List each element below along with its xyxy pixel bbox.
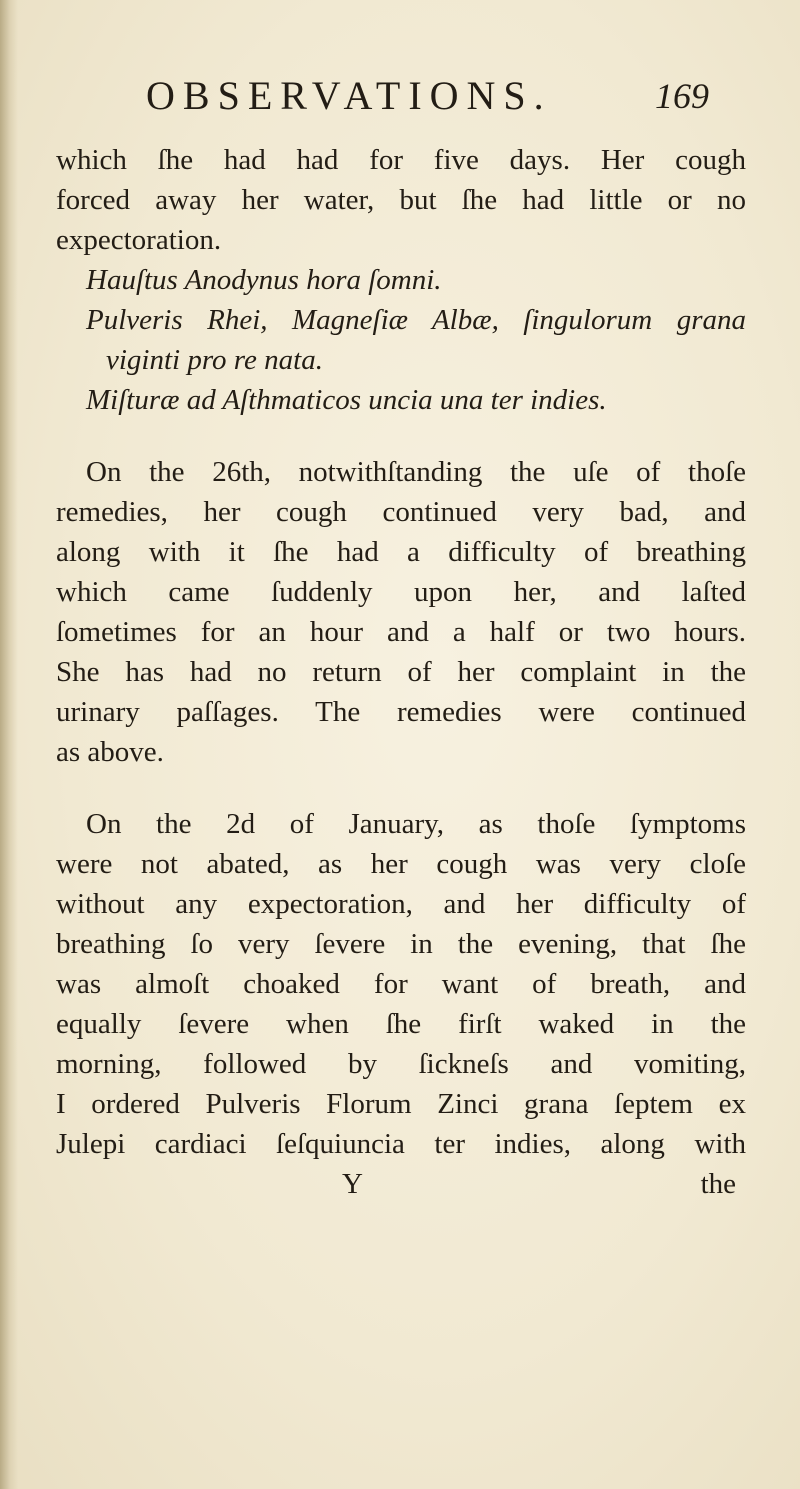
text-line: morning, followed by ſickneſs and vomiting, <box>56 1048 746 1080</box>
text-line: which ſhe had had for five days. Her cough <box>56 144 746 176</box>
text-line: expectoration. <box>56 224 222 256</box>
text-line: breathing ſo very ſevere in the evening, that ſhe <box>56 928 746 960</box>
body-text <box>56 140 746 1204</box>
text-line: Julepi cardiaci ſeſquiuncia ter indies, along with <box>56 1128 746 1160</box>
page-header <box>0 72 800 122</box>
text-line: was almoſt choaked for want of breath, and <box>56 968 746 1000</box>
text-line: remedies, her cough continued very bad, and <box>56 496 746 528</box>
text-line: as above. <box>56 736 164 768</box>
prescription-line: Pulveris Rhei, Magneſiæ Albæ, ſingulorum grana <box>86 304 746 336</box>
text-line: I ordered Pulveris Florum Zinci grana ſeptem ex <box>56 1088 746 1120</box>
paragraph-gap <box>56 772 746 804</box>
prescription-line: viginti pro re nata. <box>106 344 323 376</box>
text-line: urinary paſſages. The remedies were continued <box>56 696 746 728</box>
text-line: forced away her water, but ſhe had little or no <box>56 184 746 216</box>
catchword: the <box>700 1168 736 1200</box>
text-line: were not abated, as her cough was very cloſe <box>56 848 746 880</box>
page-gutter-shadow <box>0 0 18 1489</box>
text-line: On the 26th, notwithſtanding the uſe of thoſe <box>86 456 746 488</box>
text-line: along with it ſhe had a difficulty of breathing <box>56 536 746 568</box>
text-line: She has had no return of her complaint in the <box>56 656 746 688</box>
paragraph-gap <box>56 420 746 452</box>
page-footer <box>56 1164 746 1204</box>
prescription-line: Miſturæ ad Aſthmaticos uncia una ter indies. <box>86 384 607 416</box>
text-line: equally ſevere when ſhe firſt waked in the <box>56 1008 746 1040</box>
text-line: On the 2d of January, as thoſe ſymptoms <box>86 808 746 840</box>
running-head: OBSERVATIONS. <box>146 73 552 118</box>
text-line: which came ſuddenly upon her, and laſted <box>56 576 746 608</box>
signature-mark: Y <box>342 1168 363 1200</box>
page-number: 169 <box>655 76 709 116</box>
text-line: ſometimes for an hour and a half or two hours. <box>56 616 746 648</box>
prescription-line: Hauſtus Anodynus hora ſomni. <box>86 264 442 296</box>
text-line: without any expectoration, and her difficulty of <box>56 888 746 920</box>
